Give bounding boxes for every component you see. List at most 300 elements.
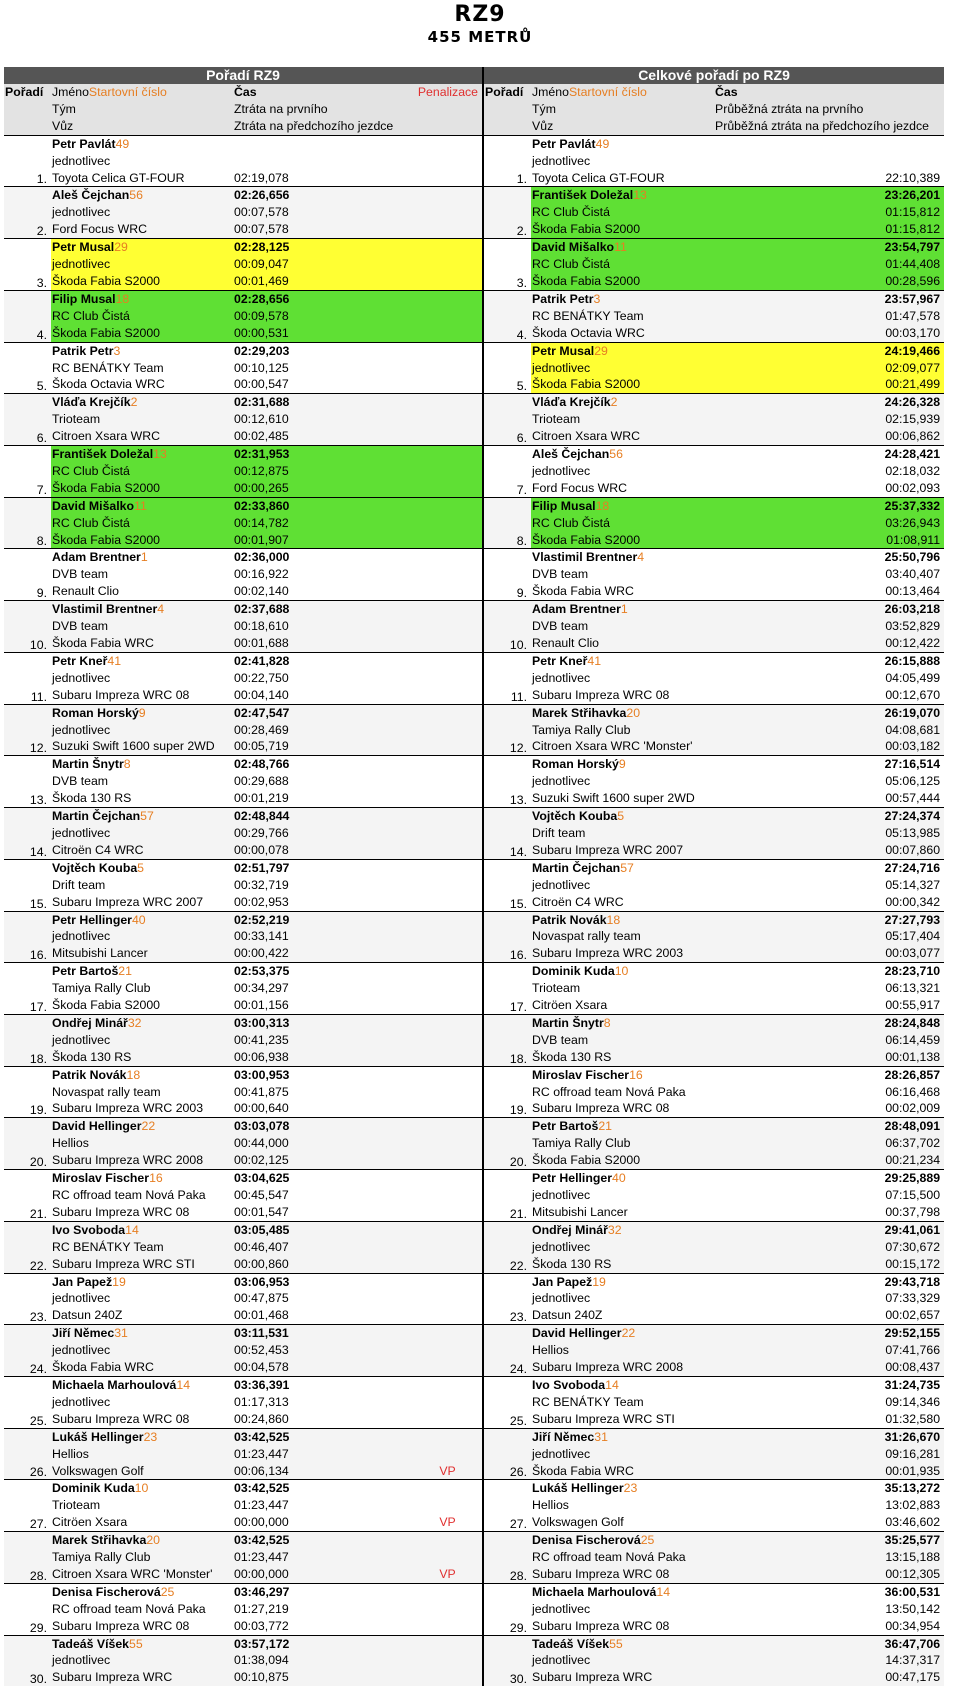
name-cell <box>51 1532 233 1549</box>
table-row <box>4 652 944 669</box>
total-time-cell: 01:15,812 <box>714 221 944 238</box>
time-cell: 00:33,141 <box>233 928 413 945</box>
driver-name: Dominik Kuda <box>52 1481 135 1496</box>
car-cell-total: Citroën C4 WRC <box>532 894 624 909</box>
total-time-cell: 00:12,422 <box>714 635 944 652</box>
team-cell-total: RC Club Čistá <box>531 515 714 532</box>
table-row <box>4 980 944 997</box>
start-number: 55 <box>129 1636 143 1651</box>
time-cell: 03:05,485 <box>233 1221 413 1238</box>
time-cell: 00:29,688 <box>234 774 289 789</box>
name-header-total: JménoStartovní číslo <box>531 84 714 101</box>
time-cell: 00:01,468 <box>234 1308 289 1323</box>
table-row <box>4 1014 944 1031</box>
time-header: Čas <box>233 84 413 101</box>
name-cell-total <box>531 1273 714 1290</box>
table-row <box>4 756 944 773</box>
total-time-cell: 00:02,093 <box>885 480 941 495</box>
team-cell-total: Drift team <box>531 825 714 842</box>
total-time-cell: 00:00,342 <box>885 894 941 909</box>
time-cell: 03:00,953 <box>233 1066 413 1083</box>
gap-prev-header: Ztráta na předchozího jezdce <box>233 118 413 135</box>
start-number: 19 <box>112 1274 126 1289</box>
name-cell-total <box>531 1014 714 1031</box>
table-row <box>4 360 944 377</box>
start-number: 5 <box>617 809 625 824</box>
penalty-cell <box>413 997 483 1014</box>
total-time-cell: 29:43,718 <box>714 1273 944 1290</box>
time-cell: 00:06,134 <box>233 1463 413 1480</box>
table-row <box>4 1221 944 1238</box>
car-cell: Renault Clio <box>52 584 119 599</box>
driver-name: Patrik Novák <box>532 912 607 927</box>
driver-name: Adam Brentner <box>52 550 141 565</box>
rank-cell: 8. <box>4 532 51 549</box>
stage-results-title: Pořadí RZ9 <box>4 67 483 84</box>
time-cell: 00:02,125 <box>233 1152 413 1169</box>
driver-name: Petr Hellinger <box>532 1171 612 1186</box>
time-cell: 00:45,547 <box>234 1188 289 1202</box>
driver-name: Miroslav Fischer <box>52 1171 150 1186</box>
car-cell-total: Subaru Impreza WRC 2008 <box>531 1359 714 1376</box>
table-row <box>4 1049 944 1066</box>
rank-cell: 11. <box>30 689 47 704</box>
car-header: Vůz <box>51 118 233 135</box>
car-cell-total: Subaru Impreza WRC 08 <box>532 1618 670 1633</box>
table-row <box>4 153 944 170</box>
rank-cell: 6. <box>4 428 51 445</box>
penalty-cell <box>413 1100 483 1117</box>
table-row <box>4 463 944 480</box>
penalty-cell: VP <box>439 1515 456 1530</box>
driver-name: Roman Horský <box>52 705 139 720</box>
table-row <box>4 256 944 273</box>
start-number: 4 <box>157 602 165 617</box>
time-cell: 01:17,313 <box>234 1394 289 1409</box>
team-cell-total: Hellios <box>532 1498 569 1513</box>
driver-name: Petr Pavlát <box>52 136 116 151</box>
driver-name: Vojtěch Kouba <box>532 809 618 824</box>
time-cell: 00:41,875 <box>234 1084 289 1099</box>
rank-cell: 9. <box>36 586 47 601</box>
total-time-cell: 27:24,716 <box>714 859 944 876</box>
name-cell <box>51 911 233 928</box>
start-number: 25 <box>640 1533 655 1548</box>
team-cell-total: RC offroad team Nová Paka <box>532 1084 686 1099</box>
rank-cell: 21. <box>29 1206 47 1221</box>
time-cell: 00:47,875 <box>234 1291 289 1306</box>
car-cell: Subaru Impreza WRC STI <box>51 1256 233 1273</box>
table-row <box>4 1497 944 1514</box>
time-cell: 00:02,953 <box>234 894 289 909</box>
penalty-header: Penalizace <box>413 84 483 101</box>
car-cell: Suzuki Swift 1600 super 2WD <box>51 738 233 755</box>
table-row <box>4 635 944 652</box>
total-time-cell: 00:55,917 <box>885 998 941 1013</box>
driver-name: Martin Čejchan <box>532 860 621 875</box>
table-row <box>4 1635 944 1652</box>
total-time-cell: 03:26,943 <box>714 515 944 532</box>
rank-cell-total: 4. <box>483 325 531 342</box>
time-cell: 02:26,656 <box>233 187 413 204</box>
time-cell: 01:38,094 <box>233 1652 413 1669</box>
team-cell: jednotlivec <box>51 1652 233 1669</box>
table-row <box>4 687 944 704</box>
table-row <box>4 583 944 600</box>
table-row <box>4 945 944 962</box>
driver-name: Petr Hellinger <box>52 912 132 927</box>
time-cell: 03:57,172 <box>233 1635 413 1652</box>
driver-name: Jiří Němec <box>532 1429 595 1444</box>
driver-name: Ondřej Minář <box>532 1222 608 1237</box>
team-cell-total: RC Club Čistá <box>531 204 714 221</box>
total-time-cell: 04:05,499 <box>885 670 941 685</box>
table-row <box>4 1480 944 1497</box>
driver-name: Denisa Fischerová <box>52 1584 161 1599</box>
total-time-cell: 27:16,514 <box>714 756 944 773</box>
total-time-cell: 28:48,091 <box>714 1118 944 1135</box>
team-cell: jednotlivec <box>52 153 111 168</box>
driver-name: Tadeáš Víšek <box>52 1636 130 1651</box>
time-cell: 00:41,235 <box>233 1032 413 1049</box>
name-cell <box>51 1170 233 1187</box>
team-cell: Trioteam <box>51 411 233 428</box>
time-cell: 03:42,525 <box>233 1532 413 1549</box>
start-number: 16 <box>149 1171 163 1186</box>
time-cell: 03:11,531 <box>233 1325 413 1342</box>
time-cell: 00:46,407 <box>233 1239 413 1256</box>
team-cell-total: jednotlivec <box>532 153 591 168</box>
time-cell: 00:09,578 <box>233 308 413 325</box>
table-row <box>4 411 944 428</box>
total-time-cell: 06:16,468 <box>885 1084 941 1099</box>
time-cell: 02:47,547 <box>233 704 413 721</box>
rank-cell-total: 11. <box>483 687 531 704</box>
rank-cell: 27. <box>29 1517 47 1532</box>
name-cell-total <box>531 342 714 359</box>
start-number: 14 <box>176 1377 191 1392</box>
driver-name: Aleš Čejchan <box>532 447 610 462</box>
name-cell <box>51 187 233 204</box>
start-number: 40 <box>612 1171 626 1186</box>
total-time-cell: 00:07,860 <box>714 842 944 859</box>
penalty-cell <box>413 635 483 652</box>
car-cell: Subaru Impreza WRC 2007 <box>52 894 204 909</box>
name-cell-total <box>531 1376 714 1393</box>
start-number: 21 <box>598 1119 613 1134</box>
time-cell: 00:00,422 <box>233 945 413 962</box>
team-cell: jednotlivec <box>51 256 233 273</box>
time-cell: 00:04,578 <box>233 1359 413 1376</box>
table-row <box>4 1325 944 1342</box>
car-cell-total: Škoda Fabia S2000 <box>531 532 714 549</box>
driver-name: Aleš Čejchan <box>52 188 130 203</box>
table-row <box>4 911 944 928</box>
time-cell: 00:01,547 <box>234 1204 289 1219</box>
rank-cell: 2. <box>4 221 51 238</box>
rank-cell-total: 5. <box>483 376 531 393</box>
total-time-cell: 00:03,182 <box>714 738 944 755</box>
start-number: 14 <box>605 1377 619 1392</box>
car-cell-total: Subaru Impreza WRC 08 <box>531 1566 714 1583</box>
driver-name: Lukáš Hellinger <box>532 1481 624 1496</box>
time-cell: 02:31,953 <box>233 446 413 463</box>
table-row <box>4 997 944 1014</box>
time-cell: 00:00,078 <box>233 842 413 859</box>
time-cell: 02:31,688 <box>233 394 413 411</box>
start-number: 18 <box>126 1067 141 1082</box>
car-cell-total: Škoda Fabia S2000 <box>531 1152 714 1169</box>
table-row <box>4 722 944 739</box>
driver-name: Ivo Svoboda <box>532 1377 606 1392</box>
total-time-cell: 05:13,985 <box>714 825 944 842</box>
rank-cell-total: 17. <box>483 997 531 1014</box>
start-number: 3 <box>113 343 121 358</box>
driver-name: Michaela Marhoulová <box>532 1584 657 1599</box>
rank-cell: 3. <box>36 275 47 290</box>
car-cell-total: Škoda Fabia S2000 <box>531 273 714 290</box>
table-row <box>4 376 944 393</box>
total-time-cell: 31:24,735 <box>714 1376 944 1393</box>
name-cell <box>51 756 233 773</box>
name-cell <box>51 704 233 721</box>
name-cell-total <box>531 135 714 152</box>
team-cell: Hellios <box>51 1135 233 1152</box>
team-cell: RC BENÁTKY Team <box>51 1239 233 1256</box>
table-row <box>4 204 944 221</box>
name-cell-total <box>531 394 714 411</box>
table-row <box>4 566 944 583</box>
driver-name: Petr Kneř <box>532 653 588 668</box>
total-time-cell: 00:12,305 <box>714 1566 944 1583</box>
table-row <box>4 549 944 566</box>
time-cell: 02:36,000 <box>233 549 413 566</box>
page-subtitle: 455 METRŮ <box>427 28 533 46</box>
table-row <box>4 497 944 514</box>
time-cell: 02:28,656 <box>233 290 413 307</box>
total-time-cell: 29:25,889 <box>714 1170 944 1187</box>
total-time-cell: 00:02,657 <box>885 1308 941 1323</box>
driver-name: Jiří Němec <box>52 1326 115 1341</box>
driver-name: Petr Bartoš <box>532 1119 599 1134</box>
total-time-cell: 29:52,155 <box>714 1325 944 1342</box>
table-row <box>4 515 944 532</box>
name-cell-total <box>531 808 714 825</box>
start-number: 10 <box>134 1481 149 1496</box>
rank-cell-total: 10. <box>483 635 531 652</box>
table-row <box>4 1118 944 1135</box>
name-cell <box>51 601 233 618</box>
start-number: 23 <box>623 1481 638 1496</box>
driver-name: Vláďa Krejčík <box>52 395 131 410</box>
team-cell: jednotlivec <box>51 928 233 945</box>
start-number: 13 <box>633 188 647 203</box>
rank-cell: 12. <box>4 738 51 755</box>
car-cell: Subaru Impreza WRC <box>51 1669 233 1686</box>
team-cell-total: Trioteam <box>532 981 581 996</box>
time-cell: 03:00,313 <box>233 1014 413 1031</box>
time-cell: 00:04,140 <box>234 687 289 702</box>
penalty-cell: VP <box>413 1566 483 1583</box>
start-number: 29 <box>594 343 608 358</box>
start-number: 31 <box>594 1429 608 1444</box>
driver-name: Vojtěch Kouba <box>52 860 138 875</box>
time-cell: 00:16,922 <box>234 567 289 582</box>
team-cell: RC offroad team Nová Paka <box>52 1601 206 1616</box>
table-row <box>4 1376 944 1393</box>
team-cell-total: Hellios <box>531 1342 714 1359</box>
start-number: 18 <box>606 912 621 927</box>
rank-cell: 28. <box>4 1566 51 1583</box>
penalty-cell <box>413 894 483 911</box>
name-cell-total <box>531 1325 714 1342</box>
start-number: 41 <box>587 653 602 668</box>
table-row <box>4 1273 944 1290</box>
total-time-cell: 07:41,766 <box>714 1342 944 1359</box>
driver-name: Jan Papež <box>532 1274 593 1289</box>
table-row <box>4 446 944 463</box>
penalty-cell <box>413 480 483 497</box>
time-cell: 01:27,219 <box>234 1601 289 1616</box>
total-time-cell: 22:10,389 <box>885 170 941 185</box>
penalty-cell <box>413 1359 483 1376</box>
total-time-cell: 00:21,234 <box>714 1152 944 1169</box>
rank-cell-total: 16. <box>483 945 531 962</box>
total-time-cell: 36:00,531 <box>714 1583 944 1600</box>
car-cell-total: Škoda 130 RS <box>531 1256 714 1273</box>
table-row <box>4 428 944 445</box>
penalty-cell <box>413 1152 483 1169</box>
car-cell: Škoda Octavia WRC <box>52 377 165 392</box>
team-cell-total: jednotlivec <box>531 360 714 377</box>
team-cell: Tamiya Rally Club <box>52 981 151 996</box>
team-cell: DVB team <box>51 618 233 635</box>
time-cell: 02:19,078 <box>234 170 289 185</box>
table-row <box>4 290 944 307</box>
car-cell: Škoda Fabia S2000 <box>51 325 233 342</box>
start-number: 1 <box>620 602 628 617</box>
car-cell: Citroën C4 WRC <box>51 842 233 859</box>
start-number: 56 <box>129 188 143 203</box>
name-cell <box>51 1583 233 1600</box>
car-cell: Škoda Fabia S2000 <box>51 273 233 290</box>
start-number: 22 <box>141 1119 156 1134</box>
penalty-cell <box>413 842 483 859</box>
total-time-cell: 07:33,329 <box>885 1291 941 1306</box>
total-time-cell: 29:41,061 <box>714 1221 944 1238</box>
rank-cell: 14. <box>4 842 51 859</box>
total-time-cell: 00:47,175 <box>714 1669 944 1686</box>
time-cell: 00:06,938 <box>233 1049 413 1066</box>
driver-name: Petr Bartoš <box>52 964 119 979</box>
name-cell <box>51 1428 233 1445</box>
team-cell: jednotlivec <box>52 1394 111 1409</box>
team-cell: RC Club Čistá <box>51 308 233 325</box>
rank-cell-total: 26. <box>483 1463 531 1480</box>
rank-cell-total: 29. <box>483 1618 531 1635</box>
total-time-cell: 02:09,077 <box>714 360 944 377</box>
start-number: 41 <box>107 653 122 668</box>
time-cell: 00:00,531 <box>233 325 413 342</box>
total-time-cell: 09:16,281 <box>714 1446 944 1463</box>
rank-cell: 25. <box>29 1413 47 1428</box>
rank-cell-total: 25. <box>483 1411 531 1428</box>
table-row <box>4 1359 944 1376</box>
name-cell <box>51 652 233 669</box>
total-time-cell: 28:24,848 <box>714 1014 944 1031</box>
total-time-cell <box>714 153 944 170</box>
name-cell <box>51 135 233 152</box>
name-cell-total <box>531 911 714 928</box>
table-row <box>4 1669 944 1686</box>
time-cell: 00:14,782 <box>233 515 413 532</box>
time-cell <box>233 153 413 170</box>
start-number: 32 <box>607 1222 622 1237</box>
time-cell: 00:01,469 <box>233 273 413 290</box>
total-time-cell: 23:54,797 <box>714 239 944 256</box>
total-time-cell: 27:27,793 <box>714 911 944 928</box>
name-cell <box>51 1635 233 1652</box>
name-cell <box>51 290 233 307</box>
team-cell-total: DVB team <box>532 567 589 582</box>
rank-cell: 18. <box>4 1049 51 1066</box>
start-number: 29 <box>114 240 128 255</box>
time-cell: 03:06,953 <box>233 1273 413 1290</box>
time-cell: 00:07,578 <box>233 204 413 221</box>
table-row <box>4 1411 944 1428</box>
time-cell: 01:23,447 <box>233 1446 413 1463</box>
start-number: 49 <box>595 136 610 151</box>
table-row <box>4 1514 944 1531</box>
name-cell <box>51 394 233 411</box>
penalty-cell <box>413 1307 483 1324</box>
page-title: RZ9 <box>454 2 506 27</box>
name-cell-total <box>531 290 714 307</box>
penalty-cell <box>413 532 483 549</box>
rank-header-total: Pořadí <box>483 84 531 101</box>
table-row <box>4 1583 944 1600</box>
total-time-cell: 00:34,954 <box>885 1618 941 1633</box>
rank-cell-total: 24. <box>483 1359 531 1376</box>
team-cell: DVB team <box>52 567 109 582</box>
time-cell: 02:48,766 <box>233 756 413 773</box>
name-cell <box>51 1014 233 1031</box>
team-cell: jednotlivec <box>52 1291 111 1306</box>
penalty-cell <box>413 170 483 187</box>
rank-cell-total: 2. <box>483 221 531 238</box>
table-row <box>4 1135 944 1152</box>
time-cell: 00:24,860 <box>234 1411 289 1426</box>
car-cell-total: Škoda Octavia WRC <box>531 325 714 342</box>
driver-name: Ivo Svoboda <box>52 1222 126 1237</box>
time-cell: 00:07,578 <box>233 221 413 238</box>
car-cell-total: Subaru Impreza WRC 2003 <box>531 945 714 962</box>
table-row <box>4 135 944 152</box>
team-cell-total: jednotlivec <box>532 877 591 892</box>
start-number: 9 <box>618 757 626 772</box>
name-header: JménoStartovní číslo <box>51 84 233 101</box>
start-number: 11 <box>134 498 147 513</box>
time-cell: 00:01,907 <box>233 532 413 549</box>
total-time-cell: 02:18,032 <box>885 463 941 478</box>
total-time-cell: 05:06,125 <box>885 774 941 789</box>
rank-cell: 24. <box>4 1359 51 1376</box>
driver-name: David Mišalko <box>532 240 615 255</box>
start-number: 49 <box>115 136 130 151</box>
table-row <box>4 1618 944 1635</box>
name-cell-total <box>531 497 714 514</box>
table-row <box>4 1170 944 1187</box>
